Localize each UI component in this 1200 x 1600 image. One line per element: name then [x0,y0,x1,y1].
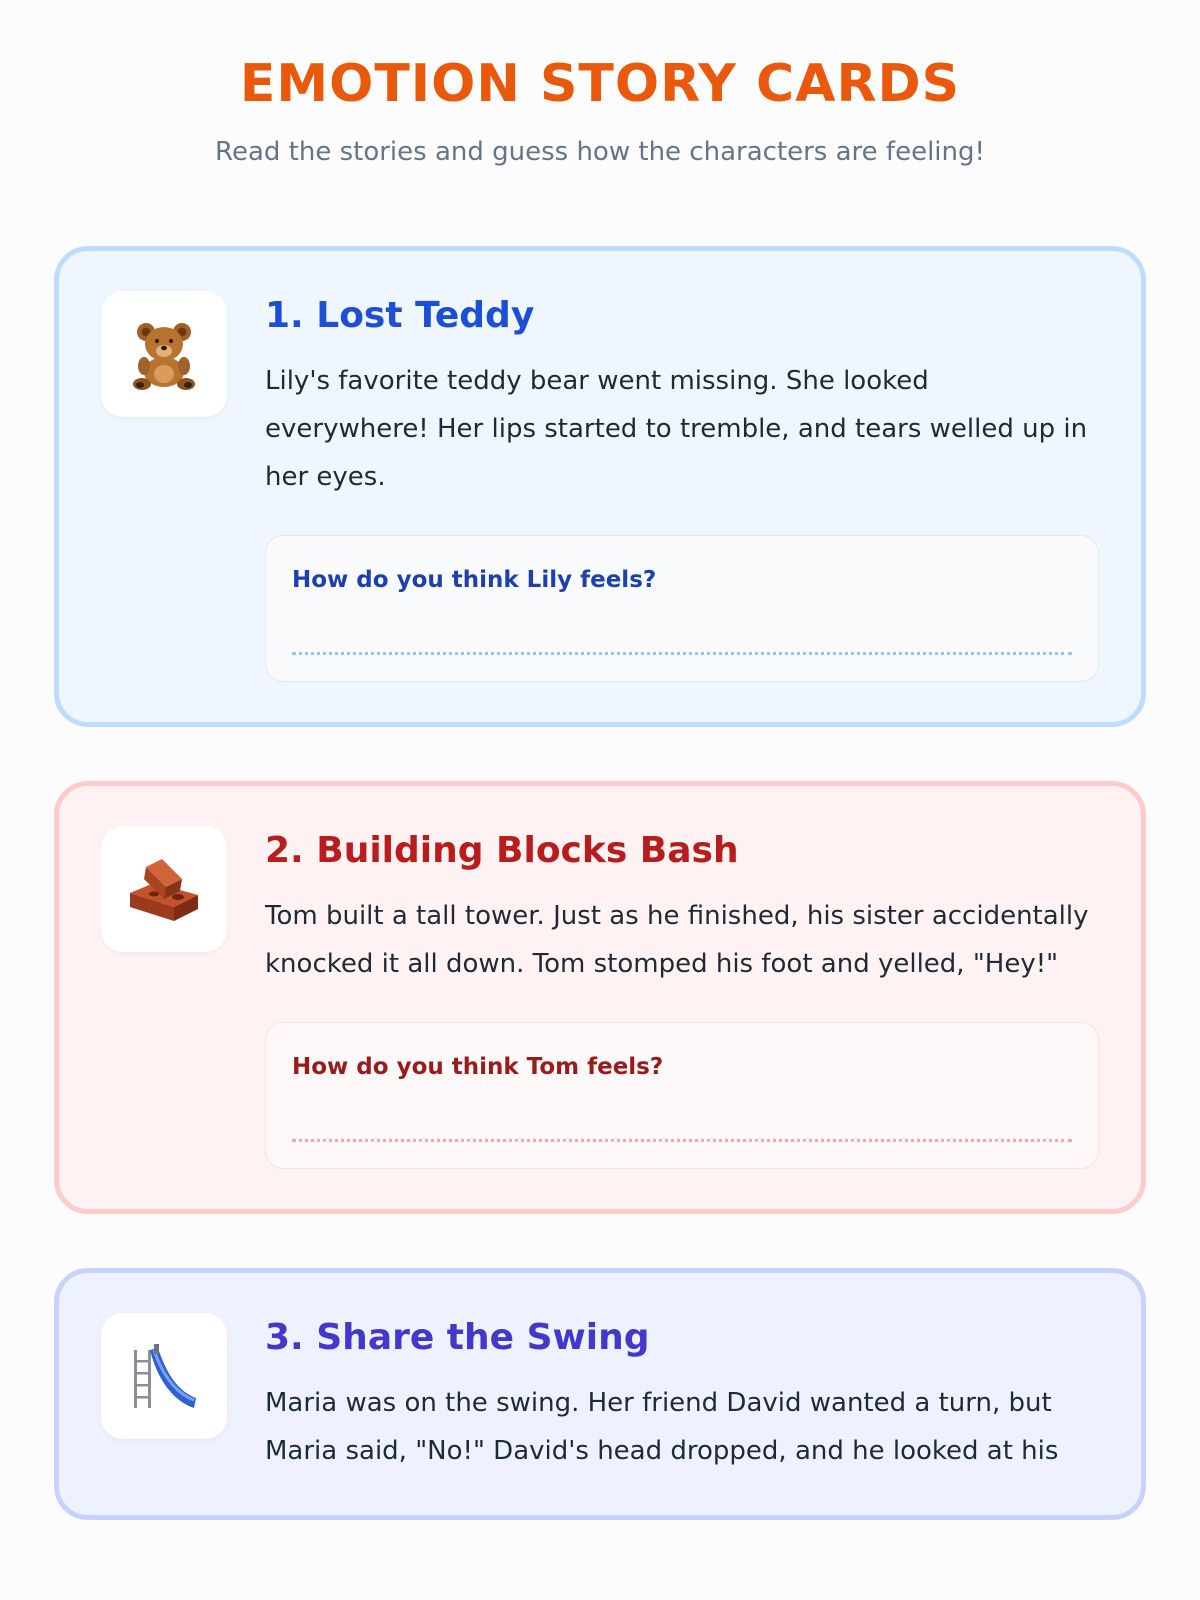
story-title: 3. Share the Swing [265,1317,650,1358]
answer-line[interactable] [292,1139,1072,1142]
story-content [265,291,1099,682]
story-content [265,826,1099,1169]
answer-box [265,535,1099,682]
story-content [265,1313,1099,1475]
story-card-share-swing [54,1268,1146,1520]
story-text: Maria was on the swing. Her friend David wanted a turn, but Maria said, "No!" David's head dropped, and he looked at his [265,1388,1059,1466]
story-title: 2. Building Blocks Bash [265,830,739,871]
story-card-list [54,246,1146,1574]
question-prompt: How do you think Tom feels? [292,1054,664,1080]
page-title: EMOTION STORY CARDS [239,54,961,114]
page-subtitle: Read the stories and guess how the characters are feeling! [215,137,985,167]
story-card-building-blocks [54,781,1146,1214]
story-icon-box [101,1313,227,1439]
answer-line[interactable] [292,652,1072,655]
slide-icon [124,1336,204,1416]
story-icon-box [101,291,227,417]
brick-icon [124,849,204,929]
answer-box [265,1022,1099,1169]
story-title: 1. Lost Teddy [265,295,535,336]
story-icon-box [101,826,227,952]
story-card-lost-teddy [54,246,1146,727]
story-text: Lily's favorite teddy bear went missing. She looked everywhere! Her lips started to tremble, and tears welled up in her eyes. [265,366,1088,492]
question-prompt: How do you think Lily feels? [292,567,657,593]
page-header [0,0,1200,170]
teddy-bear-icon [124,314,204,394]
story-text: Tom built a tall tower. Just as he finished, his sister accidentally knocked it all down. Tom stomped his foot and yelled, "Hey!" [265,901,1089,979]
